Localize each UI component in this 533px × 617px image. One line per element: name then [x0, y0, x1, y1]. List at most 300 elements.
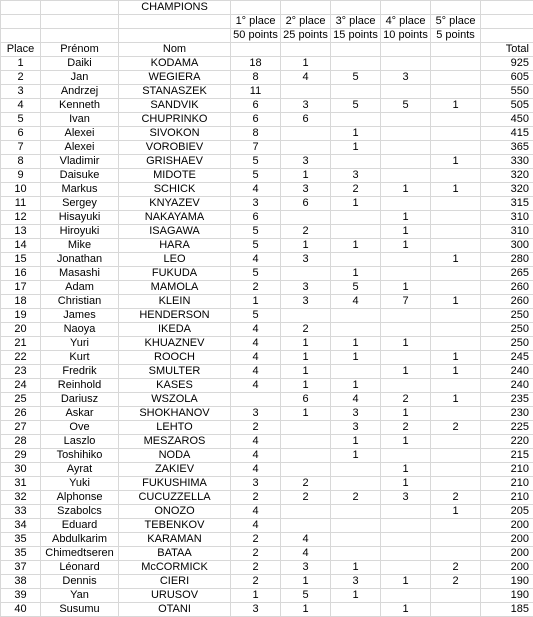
cell[interactable]: HARA	[119, 239, 231, 253]
cell[interactable]	[41, 15, 119, 29]
cell[interactable]: 26	[1, 407, 41, 421]
cell[interactable]	[1, 15, 41, 29]
cell[interactable]: 240	[481, 365, 533, 379]
cell[interactable]: 1	[281, 337, 331, 351]
cell[interactable]: 11	[231, 85, 281, 99]
cell[interactable]	[331, 477, 381, 491]
cell[interactable]	[381, 253, 431, 267]
cell[interactable]: Ove	[41, 421, 119, 435]
cell[interactable]: 2	[231, 561, 281, 575]
cell[interactable]: 8	[231, 71, 281, 85]
cell[interactable]: 1	[431, 253, 481, 267]
cell[interactable]: 1	[431, 351, 481, 365]
cell[interactable]: 365	[481, 141, 533, 155]
cell[interactable]: 1	[331, 561, 381, 575]
cell[interactable]: 10 points	[381, 29, 431, 43]
cell[interactable]: CIERI	[119, 575, 231, 589]
cell[interactable]: 1	[331, 267, 381, 281]
cell[interactable]: Jonathan	[41, 253, 119, 267]
cell[interactable]	[381, 155, 431, 169]
cell[interactable]: 3	[1, 85, 41, 99]
cell[interactable]	[1, 1, 41, 15]
cell[interactable]	[331, 1, 381, 15]
cell[interactable]: Naoya	[41, 323, 119, 337]
cell[interactable]: 280	[481, 253, 533, 267]
cell[interactable]: 1	[431, 99, 481, 113]
cell[interactable]: 1	[331, 449, 381, 463]
cell[interactable]	[431, 449, 481, 463]
cell[interactable]: 16	[1, 267, 41, 281]
cell[interactable]: 4	[331, 393, 381, 407]
cell[interactable]: 2	[231, 533, 281, 547]
cell[interactable]: NAKAYAMA	[119, 211, 231, 225]
cell[interactable]: 1	[331, 589, 381, 603]
cell[interactable]: TEBENKOV	[119, 519, 231, 533]
cell[interactable]: Alexei	[41, 127, 119, 141]
cell[interactable]: 20	[1, 323, 41, 337]
cell[interactable]	[331, 155, 381, 169]
cell[interactable]: CHUPRINKO	[119, 113, 231, 127]
cell[interactable]: 1	[381, 435, 431, 449]
cell[interactable]: 1	[281, 575, 331, 589]
cell[interactable]: 2	[281, 477, 331, 491]
cell[interactable]	[431, 281, 481, 295]
cell[interactable]	[331, 309, 381, 323]
cell[interactable]: 3	[281, 295, 331, 309]
cell[interactable]: URUSOV	[119, 589, 231, 603]
cell[interactable]	[381, 85, 431, 99]
cell[interactable]: 5° place	[431, 15, 481, 29]
cell[interactable]: CUCUZZELLA	[119, 491, 231, 505]
cell[interactable]: Christian	[41, 295, 119, 309]
cell[interactable]: KNYAZEV	[119, 197, 231, 211]
cell[interactable]	[231, 1, 281, 15]
cell[interactable]: 2	[281, 225, 331, 239]
cell[interactable]: 2	[231, 421, 281, 435]
cell[interactable]: 185	[481, 603, 533, 617]
cell[interactable]	[381, 127, 431, 141]
cell[interactable]: 3	[231, 197, 281, 211]
cell[interactable]: 1	[381, 281, 431, 295]
cell[interactable]: Sergey	[41, 197, 119, 211]
cell[interactable]: 3	[231, 603, 281, 617]
cell[interactable]: 2	[431, 575, 481, 589]
cell[interactable]	[119, 29, 231, 43]
cell[interactable]: 33	[1, 505, 41, 519]
cell[interactable]	[381, 561, 431, 575]
cell[interactable]: Ivan	[41, 113, 119, 127]
cell[interactable]: 3	[331, 407, 381, 421]
cell[interactable]	[381, 351, 431, 365]
cell[interactable]: Alexei	[41, 141, 119, 155]
cell[interactable]: 21	[1, 337, 41, 351]
cell[interactable]	[119, 15, 231, 29]
cell[interactable]: 12	[1, 211, 41, 225]
cell[interactable]: IKEDA	[119, 323, 231, 337]
cell[interactable]: 1	[381, 603, 431, 617]
cell[interactable]: 1	[331, 435, 381, 449]
cell[interactable]	[331, 57, 381, 71]
cell[interactable]: 5	[231, 309, 281, 323]
cell[interactable]	[381, 379, 431, 393]
cell[interactable]: 1	[381, 407, 431, 421]
cell[interactable]: Daisuke	[41, 169, 119, 183]
cell[interactable]	[431, 379, 481, 393]
cell[interactable]: Laszlo	[41, 435, 119, 449]
cell[interactable]: 5	[331, 71, 381, 85]
cell[interactable]: Susumu	[41, 603, 119, 617]
cell[interactable]: ONOZO	[119, 505, 231, 519]
cell[interactable]: 200	[481, 533, 533, 547]
cell[interactable]: Kurt	[41, 351, 119, 365]
cell[interactable]: 3	[281, 253, 331, 267]
cell[interactable]: Daiki	[41, 57, 119, 71]
cell[interactable]: Total	[481, 43, 533, 57]
cell[interactable]	[331, 85, 381, 99]
cell[interactable]: 30	[1, 463, 41, 477]
cell[interactable]: 1	[331, 351, 381, 365]
cell[interactable]: 3	[331, 575, 381, 589]
cell[interactable]: Vladimir	[41, 155, 119, 169]
cell[interactable]	[281, 141, 331, 155]
cell[interactable]: 2	[231, 547, 281, 561]
cell[interactable]: 3	[281, 99, 331, 113]
cell[interactable]	[281, 43, 331, 57]
cell[interactable]: 25 points	[281, 29, 331, 43]
cell[interactable]: 2	[281, 491, 331, 505]
cell[interactable]: MESZAROS	[119, 435, 231, 449]
cell[interactable]: 2	[331, 183, 381, 197]
cell[interactable]: Chimedtseren	[41, 547, 119, 561]
cell[interactable]: WSZOLA	[119, 393, 231, 407]
cell[interactable]: 4	[331, 295, 381, 309]
cell[interactable]: 31	[1, 477, 41, 491]
cell[interactable]: 23	[1, 365, 41, 379]
cell[interactable]: SIVOKON	[119, 127, 231, 141]
cell[interactable]: Dennis	[41, 575, 119, 589]
cell[interactable]: 4	[1, 99, 41, 113]
cell[interactable]: 4	[231, 435, 281, 449]
cell[interactable]: 260	[481, 295, 533, 309]
cell[interactable]: 2	[281, 323, 331, 337]
cell[interactable]: 35	[1, 547, 41, 561]
cell[interactable]	[431, 477, 481, 491]
cell[interactable]: 13	[1, 225, 41, 239]
cell[interactable]: 38	[1, 575, 41, 589]
cell[interactable]: 2° place	[281, 15, 331, 29]
cell[interactable]: 1	[331, 197, 381, 211]
cell[interactable]: 4	[281, 533, 331, 547]
cell[interactable]	[431, 169, 481, 183]
cell[interactable]: 1	[431, 183, 481, 197]
cell[interactable]: 1	[381, 575, 431, 589]
cell[interactable]: 260	[481, 281, 533, 295]
cell[interactable]: 210	[481, 491, 533, 505]
cell[interactable]: 5	[231, 239, 281, 253]
cell[interactable]	[381, 449, 431, 463]
cell[interactable]: 27	[1, 421, 41, 435]
cell[interactable]: 11	[1, 197, 41, 211]
cell[interactable]: KARAMAN	[119, 533, 231, 547]
cell[interactable]	[431, 323, 481, 337]
cell[interactable]	[331, 225, 381, 239]
cell[interactable]: 19	[1, 309, 41, 323]
cell[interactable]: 1	[431, 295, 481, 309]
cell[interactable]: 32	[1, 491, 41, 505]
cell[interactable]: 220	[481, 435, 533, 449]
cell[interactable]: Yuki	[41, 477, 119, 491]
cell[interactable]	[381, 323, 431, 337]
cell[interactable]: 5	[231, 225, 281, 239]
cell[interactable]	[481, 15, 533, 29]
cell[interactable]: 37	[1, 561, 41, 575]
cell[interactable]: 210	[481, 463, 533, 477]
cell[interactable]	[431, 603, 481, 617]
cell[interactable]	[431, 127, 481, 141]
cell[interactable]	[481, 29, 533, 43]
cell[interactable]: 1	[431, 505, 481, 519]
cell[interactable]: 245	[481, 351, 533, 365]
cell[interactable]: 1	[281, 379, 331, 393]
cell[interactable]: 190	[481, 575, 533, 589]
cell[interactable]	[331, 463, 381, 477]
cell[interactable]: 3	[231, 407, 281, 421]
cell[interactable]: 4	[231, 379, 281, 393]
cell[interactable]	[281, 309, 331, 323]
cell[interactable]: OTANI	[119, 603, 231, 617]
cell[interactable]: 4	[231, 505, 281, 519]
cell[interactable]: SCHICK	[119, 183, 231, 197]
cell[interactable]: 1	[381, 337, 431, 351]
cell[interactable]	[1, 29, 41, 43]
cell[interactable]	[431, 547, 481, 561]
cell[interactable]: Szabolcs	[41, 505, 119, 519]
cell[interactable]: Abdulkarim	[41, 533, 119, 547]
cell[interactable]: 3	[331, 169, 381, 183]
cell[interactable]	[281, 267, 331, 281]
cell[interactable]	[381, 505, 431, 519]
cell[interactable]: 4	[231, 449, 281, 463]
cell[interactable]	[431, 141, 481, 155]
cell[interactable]	[281, 421, 331, 435]
cell[interactable]	[281, 127, 331, 141]
cell[interactable]: 1	[231, 295, 281, 309]
cell[interactable]: 7	[1, 141, 41, 155]
cell[interactable]: 250	[481, 337, 533, 351]
cell[interactable]: Yuri	[41, 337, 119, 351]
cell[interactable]: ROOCH	[119, 351, 231, 365]
cell[interactable]: 1	[281, 239, 331, 253]
cell[interactable]	[431, 435, 481, 449]
cell[interactable]	[431, 519, 481, 533]
cell[interactable]: 6	[1, 127, 41, 141]
cell[interactable]: 1	[281, 169, 331, 183]
cell[interactable]	[281, 435, 331, 449]
cell[interactable]: 14	[1, 239, 41, 253]
cell[interactable]: Adam	[41, 281, 119, 295]
cell[interactable]	[381, 533, 431, 547]
cell[interactable]	[281, 1, 331, 15]
cell[interactable]: KHUAZNEV	[119, 337, 231, 351]
cell[interactable]: Nom	[119, 43, 231, 57]
cell[interactable]: FUKUDA	[119, 267, 231, 281]
cell[interactable]: 7	[231, 141, 281, 155]
cell[interactable]: 4	[231, 351, 281, 365]
cell[interactable]: Fredrik	[41, 365, 119, 379]
cell[interactable]: 6	[281, 113, 331, 127]
cell[interactable]: 3	[331, 421, 381, 435]
cell[interactable]: 15 points	[331, 29, 381, 43]
cell[interactable]: 1	[431, 155, 481, 169]
cell[interactable]: 1° place	[231, 15, 281, 29]
cell[interactable]: 330	[481, 155, 533, 169]
cell[interactable]: 5	[381, 99, 431, 113]
cell[interactable]: 1	[381, 183, 431, 197]
cell[interactable]: 190	[481, 589, 533, 603]
cell[interactable]: 2	[381, 421, 431, 435]
cell[interactable]	[381, 589, 431, 603]
cell[interactable]	[431, 267, 481, 281]
cell[interactable]: Place	[1, 43, 41, 57]
cell[interactable]: 9	[1, 169, 41, 183]
cell[interactable]: 10	[1, 183, 41, 197]
cell[interactable]: 3	[381, 491, 431, 505]
cell[interactable]: Ayrat	[41, 463, 119, 477]
cell[interactable]: Léonard	[41, 561, 119, 575]
cell[interactable]: Masashi	[41, 267, 119, 281]
cell[interactable]: 1	[381, 239, 431, 253]
cell[interactable]	[281, 519, 331, 533]
cell[interactable]: 1	[281, 603, 331, 617]
cell[interactable]: 605	[481, 71, 533, 85]
cell[interactable]: 205	[481, 505, 533, 519]
cell[interactable]	[331, 505, 381, 519]
cell[interactable]: 1	[281, 351, 331, 365]
cell[interactable]	[331, 211, 381, 225]
cell[interactable]: Mike	[41, 239, 119, 253]
cell[interactable]: 1	[281, 365, 331, 379]
cell[interactable]: MAMOLA	[119, 281, 231, 295]
cell[interactable]: 2	[231, 575, 281, 589]
cell[interactable]: Reinhold	[41, 379, 119, 393]
cell[interactable]	[331, 547, 381, 561]
cell[interactable]: 3° place	[331, 15, 381, 29]
cell[interactable]: 235	[481, 393, 533, 407]
cell[interactable]: VOROBIEV	[119, 141, 231, 155]
cell[interactable]: 6	[231, 99, 281, 113]
cell[interactable]: McCORMICK	[119, 561, 231, 575]
cell[interactable]: KODAMA	[119, 57, 231, 71]
cell[interactable]: 415	[481, 127, 533, 141]
cell[interactable]: 2	[231, 281, 281, 295]
cell[interactable]: 2	[431, 421, 481, 435]
cell[interactable]: 1	[331, 337, 381, 351]
cell[interactable]: 2	[431, 491, 481, 505]
cell[interactable]	[381, 267, 431, 281]
cell[interactable]: 1	[1, 57, 41, 71]
cell[interactable]: 5	[331, 99, 381, 113]
cell[interactable]: 18	[1, 295, 41, 309]
cell[interactable]: 3	[281, 281, 331, 295]
cell[interactable]: 300	[481, 239, 533, 253]
cell[interactable]: Dariusz	[41, 393, 119, 407]
cell[interactable]: 34	[1, 519, 41, 533]
cell[interactable]: Askar	[41, 407, 119, 421]
cell[interactable]	[431, 43, 481, 57]
cell[interactable]: 1	[331, 127, 381, 141]
cell[interactable]: Jan	[41, 71, 119, 85]
cell[interactable]	[381, 1, 431, 15]
cell[interactable]: FUKUSHIMA	[119, 477, 231, 491]
cell[interactable]	[331, 603, 381, 617]
cell[interactable]	[381, 309, 431, 323]
cell[interactable]	[331, 519, 381, 533]
cell[interactable]: 1	[381, 365, 431, 379]
cell[interactable]: 2	[331, 491, 381, 505]
cell[interactable]: 29	[1, 449, 41, 463]
cell[interactable]: 5	[1, 113, 41, 127]
cell[interactable]	[331, 365, 381, 379]
cell[interactable]: 3	[281, 155, 331, 169]
cell[interactable]	[431, 57, 481, 71]
cell[interactable]: ZAKIEV	[119, 463, 231, 477]
cell[interactable]	[431, 239, 481, 253]
cell[interactable]: 310	[481, 211, 533, 225]
cell[interactable]	[281, 463, 331, 477]
cell[interactable]: 5 points	[431, 29, 481, 43]
cell[interactable]: 25	[1, 393, 41, 407]
cell[interactable]	[331, 253, 381, 267]
cell[interactable]: Eduard	[41, 519, 119, 533]
cell[interactable]	[381, 57, 431, 71]
cell[interactable]	[381, 141, 431, 155]
cell[interactable]	[381, 547, 431, 561]
cell[interactable]	[231, 43, 281, 57]
cell[interactable]: 1	[431, 393, 481, 407]
cell[interactable]: 4	[231, 183, 281, 197]
cell[interactable]	[331, 533, 381, 547]
cell[interactable]: 6	[231, 113, 281, 127]
cell[interactable]: 4	[231, 253, 281, 267]
cell[interactable]: 200	[481, 547, 533, 561]
cell[interactable]: 2	[431, 561, 481, 575]
cell[interactable]: 320	[481, 183, 533, 197]
cell[interactable]	[281, 85, 331, 99]
cell[interactable]	[231, 393, 281, 407]
cell[interactable]: James	[41, 309, 119, 323]
cell[interactable]: 39	[1, 589, 41, 603]
cell[interactable]	[431, 337, 481, 351]
cell[interactable]	[431, 533, 481, 547]
cell[interactable]: 5	[331, 281, 381, 295]
cell[interactable]: STANASZEK	[119, 85, 231, 99]
cell[interactable]: LEO	[119, 253, 231, 267]
cell[interactable]: KLEIN	[119, 295, 231, 309]
cell[interactable]: MIDOTE	[119, 169, 231, 183]
cell[interactable]: 4	[231, 337, 281, 351]
cell[interactable]: 6	[231, 211, 281, 225]
cell[interactable]: 250	[481, 323, 533, 337]
cell[interactable]: 28	[1, 435, 41, 449]
cell[interactable]	[431, 463, 481, 477]
cell[interactable]: Hisayuki	[41, 211, 119, 225]
cell[interactable]: 240	[481, 379, 533, 393]
cell[interactable]: Yan	[41, 589, 119, 603]
cell[interactable]: 2	[231, 491, 281, 505]
cell[interactable]	[331, 113, 381, 127]
cell[interactable]: 5	[231, 155, 281, 169]
cell[interactable]: 18	[231, 57, 281, 71]
